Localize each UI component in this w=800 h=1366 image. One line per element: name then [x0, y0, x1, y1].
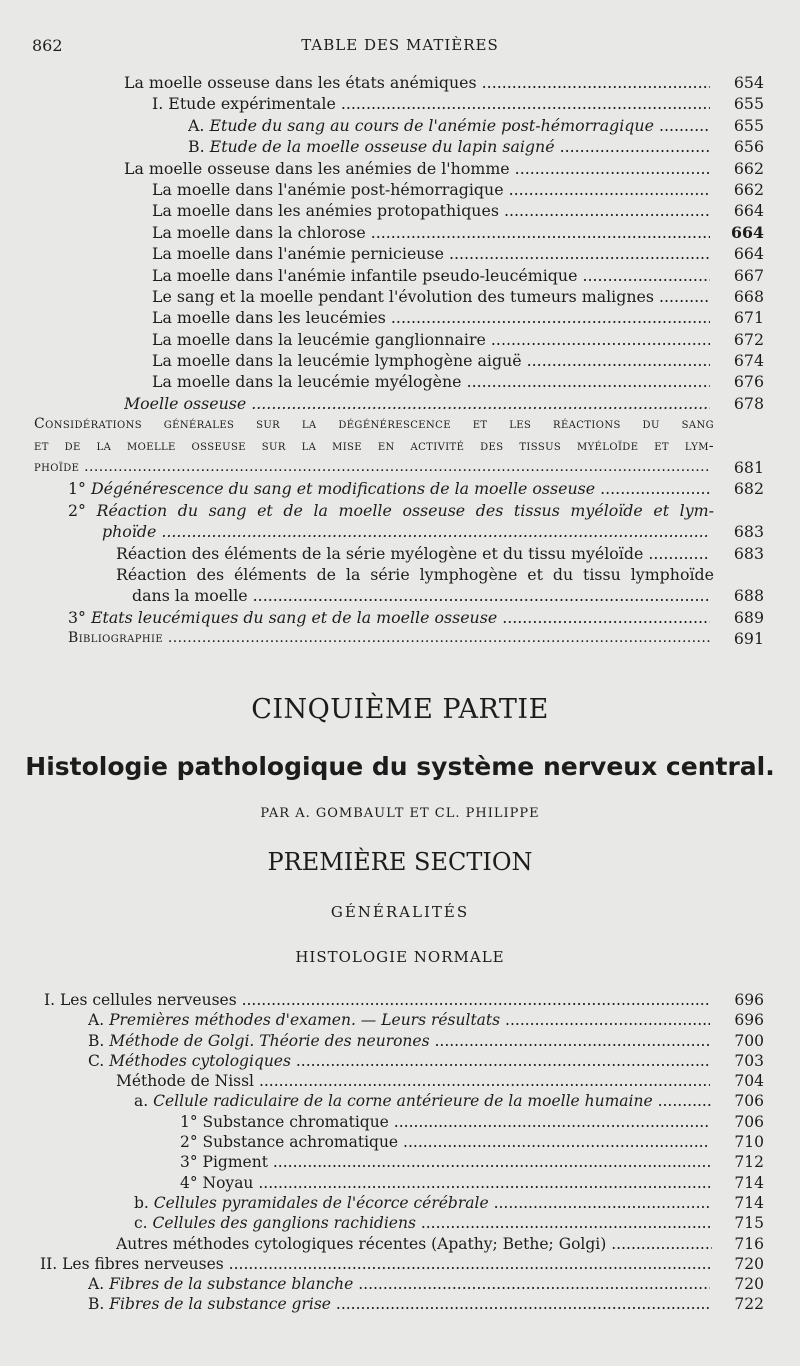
- toc-entry: Réaction des éléments de la série myélogène et du tissu myéloïde ..... 683: [0, 543, 800, 564]
- toc-page: 720: [734, 1275, 764, 1294]
- toc-entry: 3° Pigment ..... 712: [0, 1152, 800, 1172]
- toc-page: 664: [733, 201, 764, 221]
- toc-entry: I. Etude expérimentale ..... 655: [0, 93, 800, 114]
- toc-entry: La moelle dans la chlorose ..... 664: [0, 222, 800, 243]
- toc-page: 672: [733, 329, 764, 349]
- toc-entry: 2° Substance achromatique ..... 710: [0, 1132, 800, 1152]
- toc-entry: La moelle dans la leucémie myélogène ..... 676: [0, 371, 800, 392]
- toc-page: 714: [734, 1173, 764, 1192]
- toc-page: 671: [733, 308, 764, 328]
- toc-page: 722: [734, 1295, 764, 1314]
- toc-page: 676: [733, 372, 764, 392]
- toc-entry: La moelle dans l'anémie infantile pseudo-leucémique ..... 667: [0, 265, 800, 286]
- toc-entry: b. Cellules pyramidales de l'écorce cérébrale ..... 714: [0, 1193, 800, 1213]
- toc-page: 706: [734, 1092, 764, 1111]
- toc-entry: 1° Dégénérescence du sang et modifications de la moelle osseuse ..... 682: [0, 478, 800, 499]
- toc-entry: La moelle dans la leucémie ganglionnaire ..... 672: [0, 329, 800, 350]
- toc-entry: A. Etude du sang au cours de l'anémie post-hémorragique ..... 655: [0, 115, 800, 136]
- toc-entry: La moelle dans la leucémie lymphogène aiguë ..... 674: [0, 350, 800, 371]
- toc-page: 712: [734, 1153, 764, 1172]
- toc-page: 654: [733, 73, 764, 92]
- toc-entry: Le sang et la moelle pendant l'évolution des tumeurs malignes ..... 668: [0, 286, 800, 307]
- toc-block-1: [0, 72, 800, 650]
- toc-entry: phoïde ..... 683: [0, 521, 800, 542]
- toc-block-2: [0, 990, 800, 1315]
- section-title: PREMIÈRE SECTION: [267, 848, 533, 876]
- toc-entry: La moelle dans l'anémie pernicieuse ..... 664: [0, 243, 800, 264]
- toc-page: 655: [733, 94, 764, 114]
- toc-entry: C. Méthodes cytologiques ..... 703: [0, 1051, 800, 1071]
- toc-page: 704: [734, 1072, 764, 1091]
- toc-entry: I. Les cellules nerveuses ..... 696: [0, 990, 800, 1010]
- toc-entry: a. Cellule radiculaire de la corne antérieure de la moelle humaine ..... 706: [0, 1091, 800, 1111]
- toc-page: 662: [733, 179, 764, 199]
- toc-entry: Autres méthodes cytologiques récentes (Apathy; Bethe; Golgi) ..... 716: [0, 1234, 800, 1254]
- toc-page: 696: [734, 991, 764, 1009]
- toc-entry: La moelle dans les leucémies ..... 671: [0, 307, 800, 328]
- part-title: CINQUIÈME PARTIE: [251, 694, 549, 725]
- toc-page: 706: [734, 1112, 764, 1131]
- section-subtitle: GÉNÉRALITÉS: [330, 903, 470, 921]
- toc-page: 689: [733, 607, 764, 627]
- toc-page: 667: [733, 265, 764, 285]
- toc-page: 688: [733, 586, 764, 606]
- subsection-title: HISTOLOGIE NORMALE: [295, 948, 505, 966]
- toc-page: 700: [734, 1031, 764, 1050]
- toc-entry: 3° Etats leucémiques du sang et de la moelle osseuse ..... 689: [0, 607, 800, 628]
- toc-entry: 4° Noyau ..... 714: [0, 1173, 800, 1193]
- running-header: [0, 30, 800, 60]
- toc-page: 655: [733, 115, 764, 135]
- toc-page: 696: [734, 1011, 764, 1030]
- toc-page: 703: [734, 1051, 764, 1070]
- toc-entry: La moelle osseuse dans les états anémiques ..... 654: [0, 72, 800, 93]
- toc-entry: A. Fibres de la substance blanche ..... 720: [0, 1274, 800, 1294]
- toc-entry: et de la moelle osseuse sur la mise en activité des tissus myéloïde et lym-: [34, 437, 714, 454]
- toc-page: 682: [733, 479, 764, 499]
- toc-page: 681: [733, 458, 764, 478]
- toc-entry: phoïde ..... 681: [0, 457, 800, 478]
- toc-entry: La moelle osseuse dans les anémies de l'homme ..... 662: [0, 158, 800, 179]
- running-title: TABLE DES MATIÈRES: [301, 36, 499, 54]
- toc-page: 678: [733, 393, 764, 413]
- toc-entry: B. Méthode de Golgi. Théorie des neurones ..... 700: [0, 1031, 800, 1051]
- authors-line: PAR A. GOMBAULT ET CL. PHILIPPE: [260, 806, 540, 821]
- toc-entry: Réaction des éléments de la série lymphogène et du tissu lymphoïde: [116, 564, 714, 584]
- toc-page: 662: [733, 158, 764, 178]
- toc-page: 720: [734, 1254, 764, 1273]
- toc-entry: La moelle dans les anémies protopathiques ..... 664: [0, 200, 800, 221]
- toc-entry: c. Cellules des ganglions rachidiens ..... 715: [0, 1213, 800, 1233]
- toc-entry: B. Etude de la moelle osseuse du lapin saigné ..... 656: [0, 136, 800, 157]
- toc-entry: B. Fibres de la substance grise ..... 722: [0, 1294, 800, 1314]
- toc-page: 683: [733, 522, 764, 542]
- toc-entry: Méthode de Nissl ..... 704: [0, 1071, 800, 1091]
- toc-entry: 1° Substance chromatique ..... 706: [0, 1112, 800, 1132]
- toc-entry: 2° Réaction du sang et de la moelle osseuse des tissus myéloïde et lym-: [68, 500, 714, 520]
- part-subtitle: Histologie pathologique du système nerveux central.: [25, 752, 775, 781]
- toc-entry: II. Les fibres nerveuses ..... 720: [0, 1254, 800, 1274]
- toc-page: 716: [734, 1234, 764, 1253]
- toc-entry: dans la moelle ..... 688: [0, 585, 800, 606]
- toc-entry: Bibliographie ..... 691: [0, 628, 800, 649]
- page-number: 862: [32, 36, 63, 55]
- toc-page: 714: [734, 1193, 764, 1212]
- toc-page: 656: [733, 137, 764, 157]
- toc-page: 710: [734, 1133, 764, 1152]
- toc-page: 668: [733, 286, 764, 306]
- toc-page: 664: [733, 244, 764, 264]
- toc-page: 691: [733, 629, 764, 649]
- toc-entry: Considérations générales sur la dégénérescence et les réactions du sang: [34, 416, 714, 433]
- toc-entry: La moelle dans l'anémie post-hémorragique ..... 662: [0, 179, 800, 200]
- toc-page: 715: [734, 1214, 764, 1233]
- toc-page: 664: [731, 222, 764, 242]
- toc-page: 683: [733, 543, 764, 563]
- toc-entry: A. Premières méthodes d'examen. — Leurs résultats ..... 696: [0, 1010, 800, 1030]
- toc-entry: Moelle osseuse ..... 678: [0, 393, 800, 414]
- toc-page: 674: [733, 351, 764, 371]
